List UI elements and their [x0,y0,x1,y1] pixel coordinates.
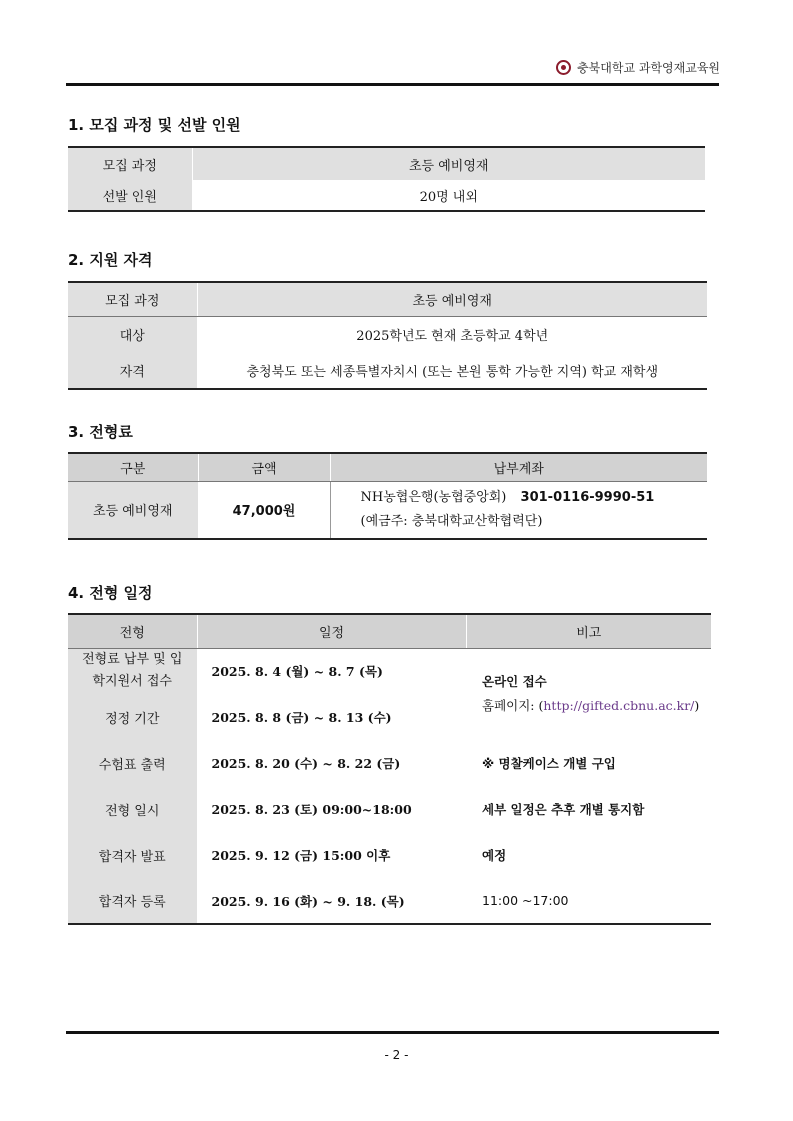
date-cell: 2025. 9. 16 (화) ~ 9. 18. (목) [197,878,466,924]
account-holder: (예금주: 충북대학교산학협력단) [360,513,543,529]
table-row [68,786,711,832]
date-cell: 2025. 8. 4 (월) ~ 8. 7 (목) [211,664,383,680]
schedule-table [68,613,711,925]
header-cell: 금액 [198,453,330,481]
note-home-close: ) [694,698,700,714]
fee-account [330,481,707,539]
university-emblem-icon [556,60,571,75]
table-row [68,648,711,694]
header-cell: 일정 [197,614,466,648]
stage-cell: 수험표 출력 [68,740,197,786]
note-home-label: 홈페이지: ( [482,698,544,714]
cell-label: 모집 과정 [68,282,197,316]
stage-cell: 전형 일시 [68,786,197,832]
date-cell: 2025. 8. 23 (토) 09:00~18:00 [211,802,412,817]
fee-amount: 47,000원 [198,481,330,539]
date-cell: 2025. 8. 20 (수) ~ 8. 22 (금) [211,756,401,771]
section-1-title: 1. 모집 과정 및 선발 인원 [68,116,241,134]
stage-cell: 정정 기간 [68,694,197,740]
cell-label: 선발 인원 [68,180,192,211]
header-rule [66,83,719,86]
cell-value: 초등 예비영재 [192,147,705,180]
homepage-link[interactable]: http://gifted.cbnu.ac.kr/ [543,698,695,714]
note-online: 온라인 접수 [482,674,547,690]
cell-value: 20명 내외 [192,180,705,211]
note-detail-1: 세부 일정은 추후 개별 통지함 [482,802,645,817]
table-row [68,878,711,924]
note-card: ※ 명찰케이스 개별 구입 [482,756,616,771]
section-3-title: 3. 전형료 [68,423,133,441]
page-header [556,59,720,76]
bank-name: NH농협은행(농협중앙회) [360,489,507,505]
cell-label: 모집 과정 [68,147,192,180]
section-2-title: 2. 지원 자격 [68,251,153,269]
header-cell: 전형 [68,614,197,648]
note-cell [466,648,711,740]
header-cell: 납부계좌 [330,453,707,481]
cell-value: 초등 예비영재 [197,282,707,316]
stage-cell: 전형료 납부 및 입학지원서 접수 [68,648,197,694]
fee-table [68,452,707,540]
stage-cell: 합격자 발표 [68,832,197,878]
cell-label: 대상 [68,316,197,352]
date-cell: 2025. 9. 12 (금) 15:00 이후 [211,848,391,863]
header-org-name: 충북대학교 과학영재교육원 [577,61,720,75]
recruitment-table [68,146,705,212]
table-row [68,740,711,786]
note-detail-2: 예정 [482,848,507,863]
account-number: 301-0116-9990-51 [520,489,655,505]
cell-value: 충청북도 또는 세종특별자치시 (또는 본원 통학 가능한 지역) 학교 재학생 [197,352,707,389]
table-row [68,832,711,878]
cell-value: 2025학년도 현재 초등학교 4학년 [356,328,549,344]
stage-cell: 합격자 등록 [68,878,197,924]
header-cell: 비고 [466,614,711,648]
date-cell: 2025. 8. 8 (금) ~ 8. 13 (수) [211,710,392,725]
cell-label: 자격 [68,352,197,389]
page-number: - 2 - [384,1048,409,1062]
eligibility-table [68,281,707,390]
fee-category: 초등 예비영재 [68,481,198,539]
footer-rule [66,1031,719,1034]
section-4-title: 4. 전형 일정 [68,584,153,602]
header-cell: 구분 [68,453,198,481]
note-hours: 11:00 ~17:00 [466,878,711,924]
